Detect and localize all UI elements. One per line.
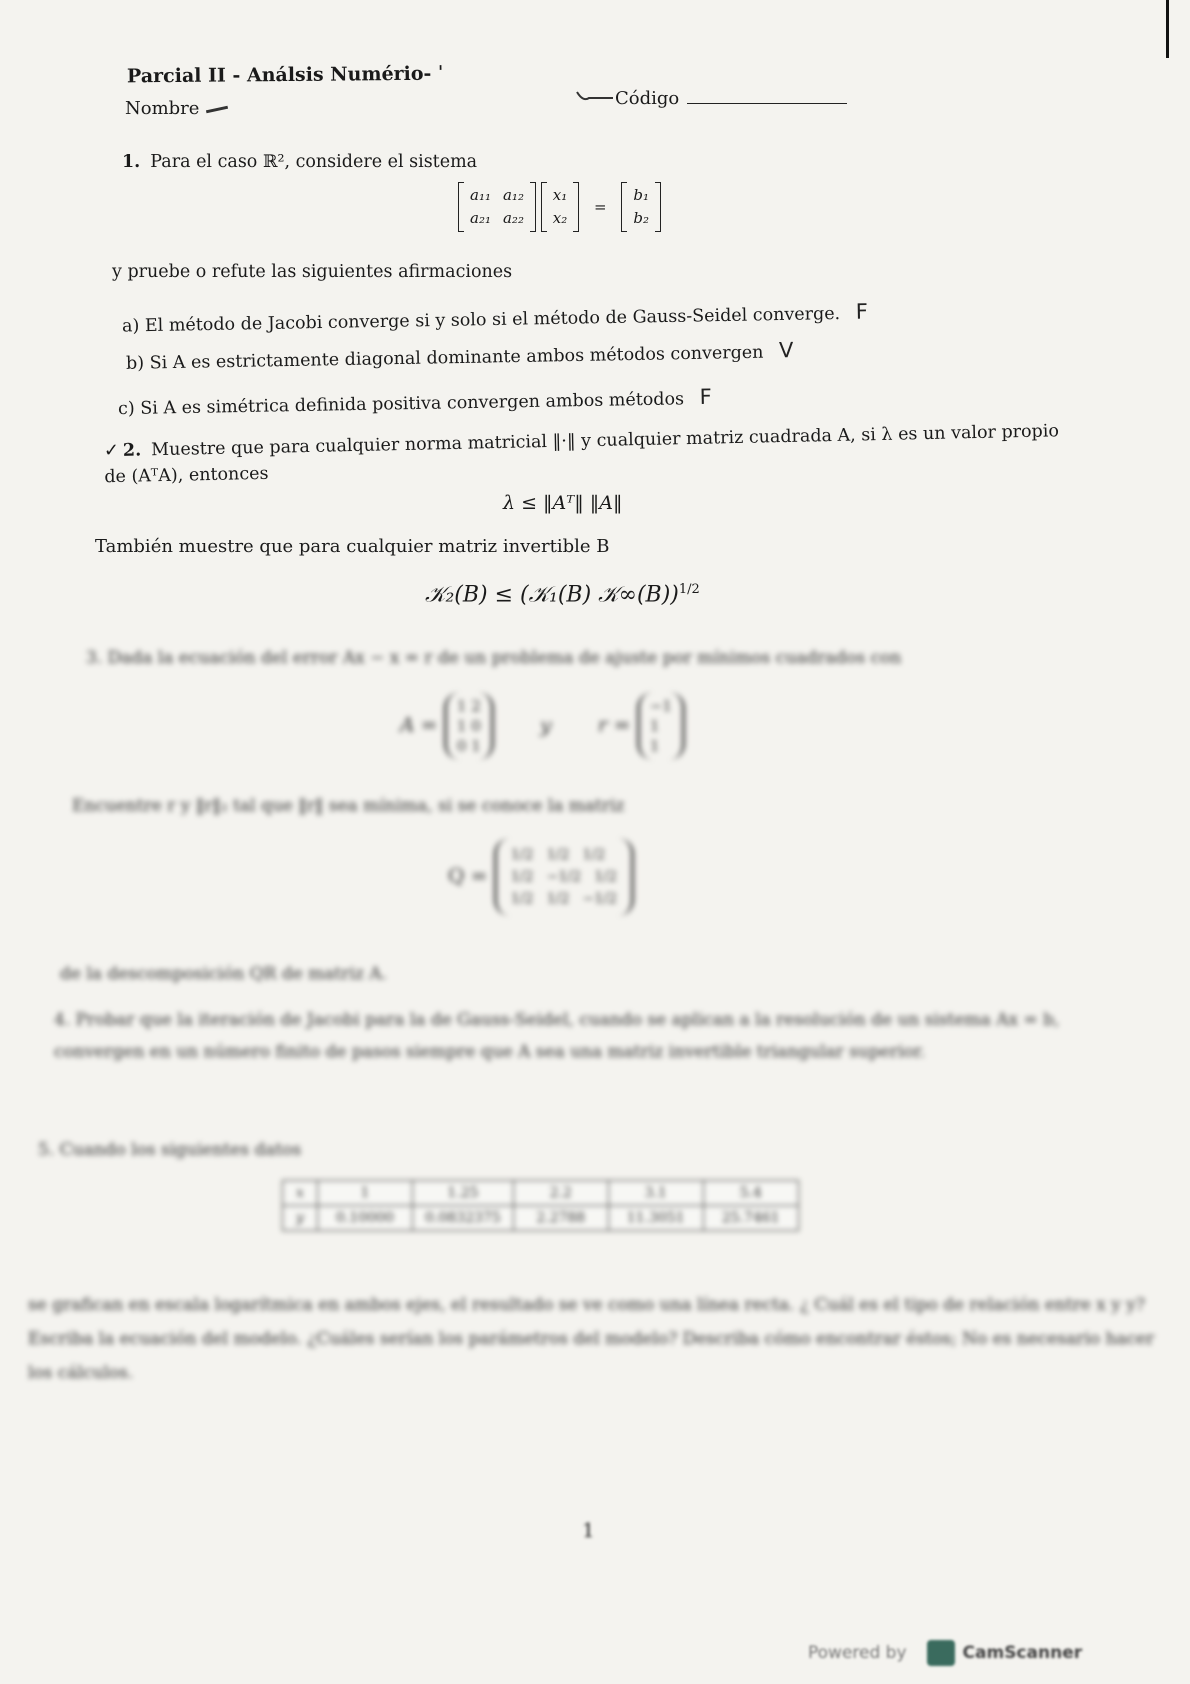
statement-label: a) — [121, 316, 140, 337]
statement-label: c) — [117, 398, 135, 420]
matrix-entry: −1/2 — [582, 891, 617, 907]
matrix-entry: 1/2 — [510, 869, 534, 885]
matrix-entry: a₁₂ — [502, 186, 524, 204]
code-blank-line — [687, 103, 847, 104]
handwritten-scribble — [206, 106, 228, 114]
table-row — [283, 1206, 799, 1231]
matrix-entry: a₁₁ — [470, 186, 491, 204]
table-cell: 25.7461 — [703, 1206, 798, 1231]
matrix-entry: 1/2 — [582, 847, 606, 863]
coefficient-matrix — [458, 182, 536, 232]
matrix-A — [444, 692, 494, 760]
code-label: Código — [615, 88, 680, 109]
question-2-part-b: También muestre que para cualquier matriz invertible B — [95, 536, 610, 557]
camscanner-logo-icon — [927, 1640, 955, 1666]
handwritten-answer-mark: F — [699, 384, 712, 410]
rhs-vector — [621, 182, 661, 232]
page-edge — [1166, 0, 1169, 58]
question-5-part-b: se grafican en escala logarítmica en ambos ejes, el resultado se ve como una línea recta. ¿ Cuál es el tipo de relación entre x y y? Escriba la ecuación del modelo. ¿Cuáles serían los parámetros del modelo? Describa cómo encontrar éstos; No es necesario hacer los cálculos. — [28, 1295, 1155, 1383]
vector-r — [637, 692, 685, 760]
unknown-vector — [541, 182, 579, 232]
matrix-entry: 1/2 — [546, 891, 570, 907]
vector-label: r = — [597, 712, 631, 737]
question-1 — [122, 152, 477, 172]
statement-b — [126, 338, 794, 374]
table-cell: y — [283, 1206, 318, 1231]
matrix-entry: 1/2 — [510, 891, 534, 907]
conjunction: y — [540, 712, 552, 737]
least-squares-data — [400, 692, 685, 760]
matrix-entry: −1/2 — [546, 869, 582, 885]
question-prompt: Para el caso ℝ², considere el sistema — [150, 152, 478, 172]
question-intro: y pruebe o refute las siguientes afirmaciones — [112, 262, 513, 282]
name-label: Nombre — [125, 98, 200, 119]
exam-title: Parcial II - Análsis Numério- ˈ — [126, 62, 444, 88]
table-cell: 1.25 — [413, 1181, 514, 1206]
question-number: 2. — [122, 440, 142, 461]
linear-system-equation — [458, 182, 661, 232]
question-4: 4. Probar que la iteración de Jacobi para la de Gauss-Seidel, cuando se aplican a la resolución de un sistema Ax = b, convergen en un número finito de pasos siempre que A sea una matriz invertible triangular superior. — [54, 1010, 1060, 1062]
vector-entry: b₁ — [633, 186, 649, 204]
matrix-entry: a₂₂ — [502, 209, 524, 227]
table-cell: 0.0832375 — [413, 1206, 514, 1231]
table-cell: 2.2 — [513, 1181, 608, 1206]
handwritten-answer-mark: F — [855, 299, 868, 324]
statement-text: El método de Jacobi converge si y solo si el método de Gauss-Seidel converge. — [144, 303, 841, 337]
data-table — [282, 1180, 799, 1231]
matrix-Q — [494, 838, 634, 916]
matrix-row: 0 1 — [456, 737, 481, 755]
inequality-exponent: 1/2 — [678, 582, 700, 597]
statement-label: b) — [125, 353, 145, 374]
vector-entry: 1 — [649, 737, 660, 755]
table-cell: x — [283, 1181, 318, 1206]
matrix-row: 1 2 — [456, 697, 481, 715]
brand-text: CamScanner — [962, 1643, 1083, 1663]
handwritten-scribble — [575, 90, 615, 104]
matrix-label: Q = — [448, 863, 488, 888]
checkmark-icon: ✓ — [103, 439, 120, 462]
question-text: Muestre que para cualquier norma matricial ‖·‖ y cualquier matriz cuadrada A, si λ es un valor propio de (AᵀA), entonces — [104, 421, 1060, 488]
name-field — [125, 98, 199, 119]
matrix-entry: 1/2 — [594, 869, 617, 885]
table-cell: 11.3051 — [608, 1206, 703, 1231]
question-5: 5. Cuando los siguientes datos — [38, 1140, 302, 1160]
powered-by-text: Powered by — [808, 1643, 907, 1663]
question-3: 3. Dada la ecuación del error Ax − x = r de un problema de ajuste por mínimos cuadrados con — [86, 648, 902, 668]
question-2 — [104, 418, 1085, 491]
statement-c — [118, 385, 712, 419]
condition-number-inequality — [425, 582, 700, 607]
matrix-label: A = — [400, 712, 438, 737]
scanner-watermark — [808, 1640, 1082, 1666]
table-cell: 5.4 — [703, 1181, 798, 1206]
vector-entry: 1 — [649, 717, 660, 735]
question-3-part-c: de la descomposición QR de matriz A. — [60, 964, 387, 984]
table-cell: 0.10000 — [318, 1206, 413, 1231]
page-number: 1 — [582, 1518, 595, 1542]
statement-a — [122, 299, 868, 336]
vector-entry: x₁ — [552, 186, 568, 204]
table-cell: 1 — [318, 1181, 413, 1206]
question-number: 1. — [122, 152, 141, 172]
matrix-entry: 1/2 — [510, 847, 534, 863]
code-field — [615, 88, 847, 109]
statement-text: Si A es simétrica definida positiva convergen ambos métodos — [140, 389, 685, 419]
statement-text: Si A es estrictamente diagonal dominante ambos métodos convergen — [149, 342, 764, 374]
vector-entry: b₂ — [633, 209, 649, 227]
vector-entry: x₂ — [552, 209, 568, 227]
inequality-body: 𝒦₂(B) ≤ (𝒦₁(B) 𝒦∞(B)) — [425, 582, 679, 608]
matrix-row: 1 0 — [456, 717, 481, 735]
equals-sign: = — [594, 198, 607, 216]
eigenvalue-inequality: λ ≤ ‖Aᵀ‖ ‖A‖ — [503, 492, 623, 514]
vector-entry: −1 — [649, 697, 672, 715]
matrix-entry: a₂₁ — [470, 209, 491, 227]
matrix-entry: 1/2 — [546, 847, 570, 863]
table-row — [283, 1181, 799, 1206]
q-matrix — [448, 838, 634, 916]
handwritten-answer-mark: V — [778, 338, 794, 363]
table-cell: 2.2788 — [513, 1206, 608, 1231]
table-cell: 3.1 — [608, 1181, 703, 1206]
question-3-part-b: Encuentre r y ‖r‖₂ tal que ‖r‖ sea mínima, si se conoce la matriz — [72, 796, 625, 816]
